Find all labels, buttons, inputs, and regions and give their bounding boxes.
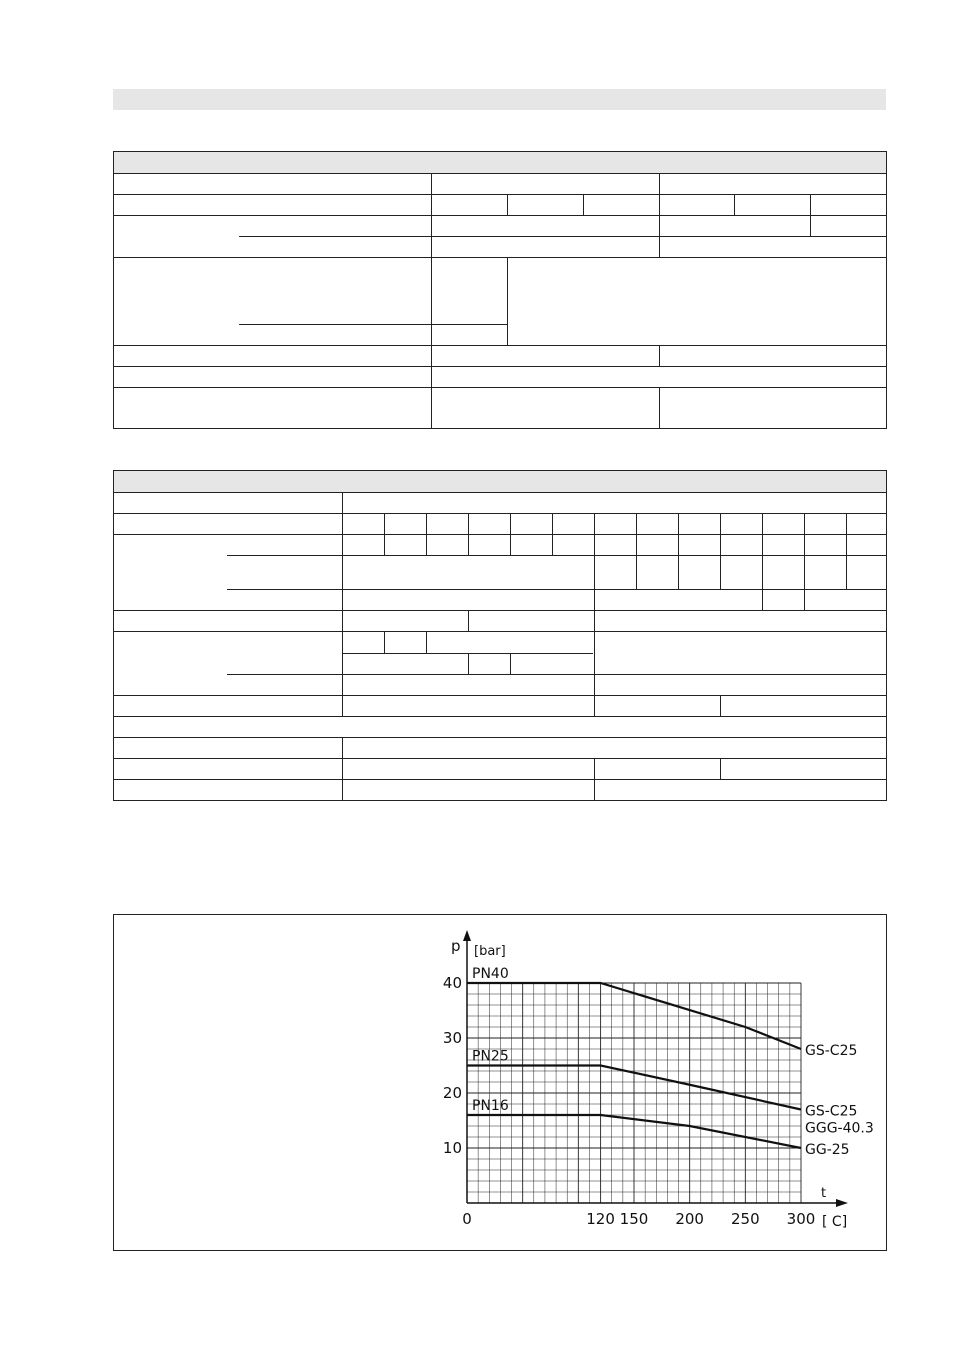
spec-table-2 bbox=[113, 470, 887, 801]
series-name-label: PN25 bbox=[472, 1048, 509, 1065]
y-tick-label: 10 bbox=[442, 1139, 462, 1157]
series-end-label: GS-C25 bbox=[805, 1103, 858, 1120]
series-end-label: GS-C25 bbox=[805, 1043, 858, 1059]
y-tick-label: 20 bbox=[442, 1084, 462, 1102]
series-end-label: GG-25 bbox=[805, 1142, 850, 1158]
x-axis-unit: [ C] bbox=[822, 1214, 848, 1230]
x-tick-label: 0 bbox=[462, 1210, 472, 1228]
chart-series bbox=[467, 966, 874, 1158]
x-tick-label: 300 bbox=[786, 1210, 816, 1228]
pressure-temperature-chart bbox=[430, 925, 880, 1235]
page-header-band bbox=[113, 89, 886, 110]
series-name-label: PN40 bbox=[472, 966, 509, 982]
series-end-label: GGG-40.3 bbox=[805, 1120, 874, 1137]
y-axis-label: p bbox=[451, 937, 461, 955]
x-axis-label: t bbox=[821, 1186, 827, 1201]
x-tick-label: 200 bbox=[675, 1210, 704, 1228]
y-tick-label: 30 bbox=[442, 1029, 462, 1047]
x-tick-label: 250 bbox=[731, 1210, 760, 1228]
chart-grid bbox=[467, 983, 801, 1203]
chart-axes bbox=[451, 930, 848, 1230]
table-1-title-row bbox=[114, 152, 886, 173]
y-tick-label: 40 bbox=[442, 974, 462, 992]
table-2-title-row bbox=[114, 471, 886, 492]
y-axis-arrow bbox=[463, 930, 471, 941]
x-tick-label: 120 bbox=[586, 1210, 615, 1228]
x-tick-label: 150 bbox=[619, 1210, 649, 1228]
y-axis-unit: [bar] bbox=[474, 944, 506, 959]
series-name-label: PN16 bbox=[472, 1098, 509, 1114]
spec-table-1 bbox=[113, 151, 887, 429]
x-axis-arrow bbox=[836, 1199, 848, 1207]
